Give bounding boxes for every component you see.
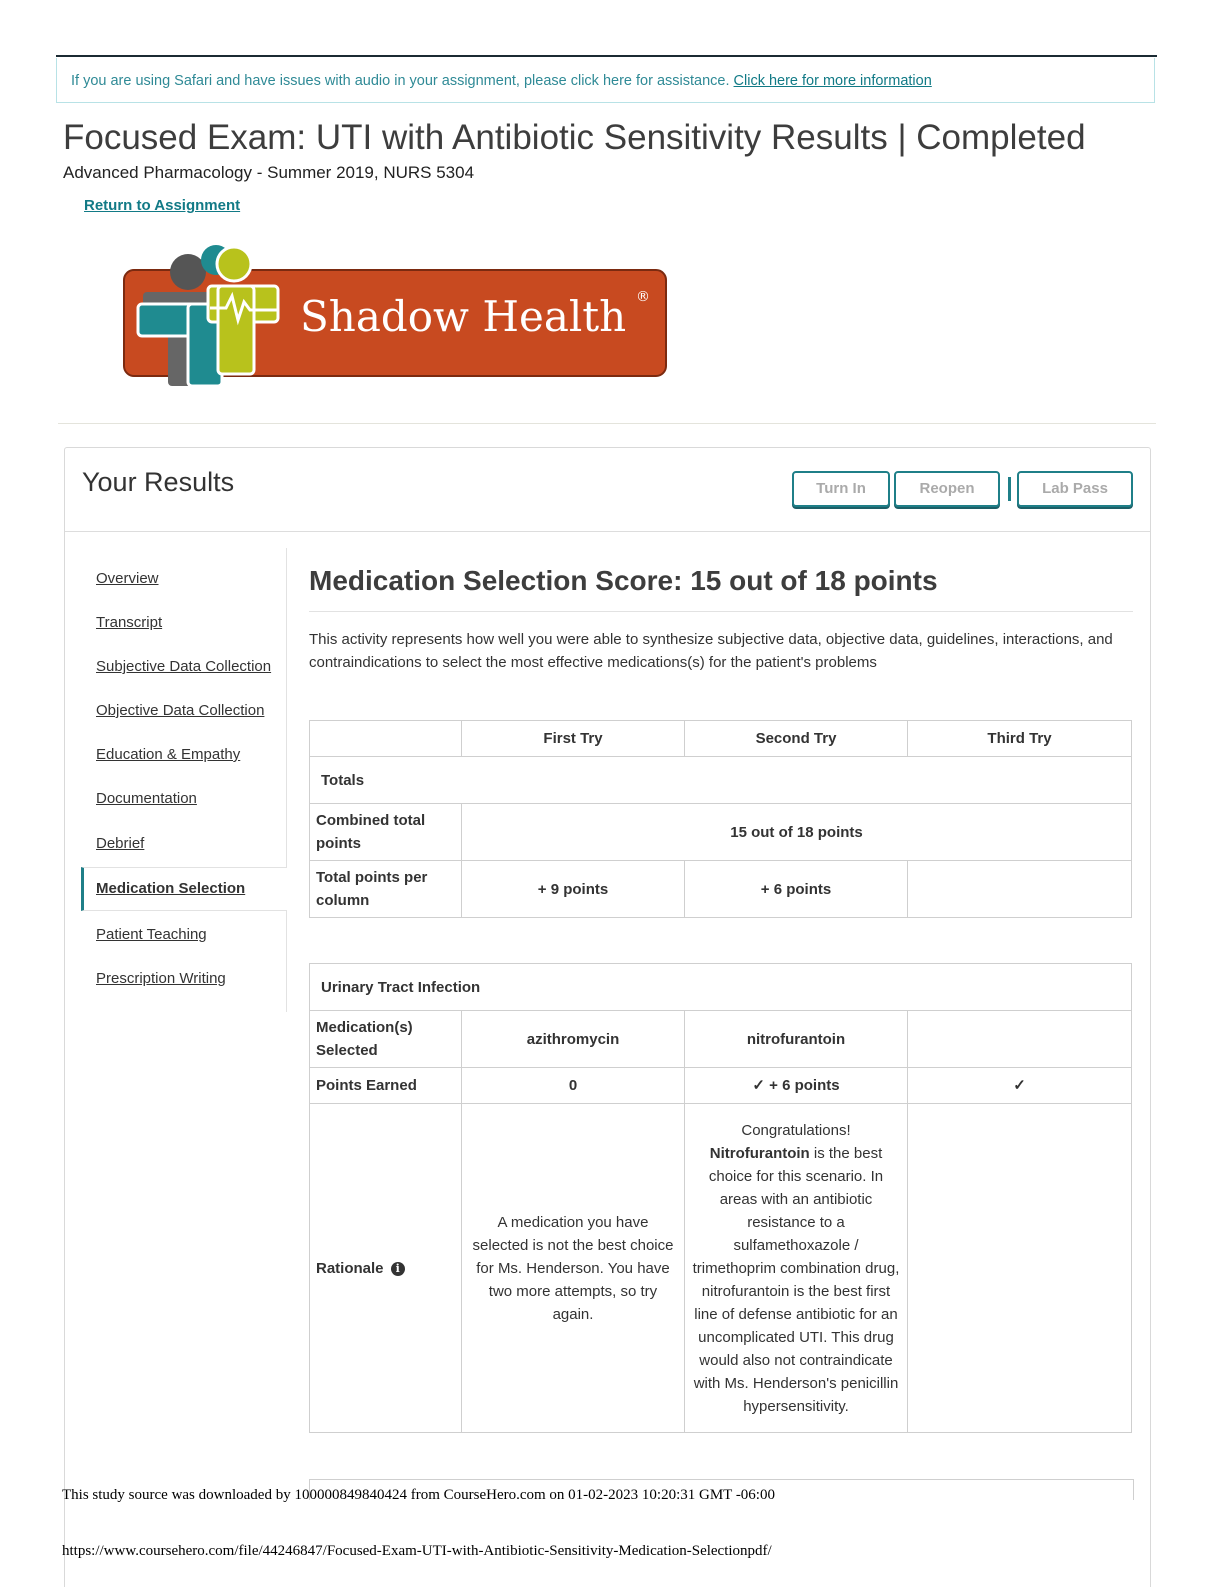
second-try-rationale-drug: Nitrofurantoin bbox=[709, 1144, 810, 1162]
button-separator bbox=[1008, 477, 1011, 501]
header-empty bbox=[310, 721, 462, 757]
first-try-rationale: A medication you have selected is not the best choice for Ms. Henderson. You have two more attempts, so try again. bbox=[462, 1104, 685, 1433]
second-try-points: + 6 points bbox=[685, 861, 908, 918]
results-card bbox=[64, 447, 1151, 1587]
uti-section-label: Urinary Tract Infection bbox=[310, 964, 1132, 1011]
sidebar-item-education-empathy[interactable]: Education & Empathy bbox=[96, 746, 241, 763]
sidebar-item-debrief[interactable]: Debrief bbox=[96, 835, 145, 852]
results-title: Your Results bbox=[82, 467, 235, 497]
sidebar-border bbox=[286, 548, 287, 1012]
sidebar-item-subjective-data[interactable]: Subjective Data Collection bbox=[96, 658, 272, 675]
combined-total-label: Combined total points bbox=[310, 804, 462, 861]
sidebar-item-transcript[interactable]: Transcript bbox=[96, 614, 163, 631]
more-info-link[interactable]: Click here for more information bbox=[733, 73, 932, 89]
first-try-points: + 9 points bbox=[462, 861, 685, 918]
safari-notice-banner bbox=[56, 58, 1155, 103]
header-second-try: Second Try bbox=[685, 721, 908, 757]
score-divider bbox=[309, 611, 1133, 612]
rationale-label: Rationale bbox=[316, 1259, 384, 1277]
uti-section-row bbox=[310, 964, 1132, 1011]
safari-notice bbox=[71, 73, 932, 89]
page-title: Focused Exam: UTI with Antibiotic Sensitivity Results | Completed bbox=[63, 118, 1086, 157]
second-try-rationale-lead: Congratulations! bbox=[741, 1121, 851, 1139]
totals-section-row bbox=[310, 757, 1132, 804]
logo-wordmark: Shadow Health bbox=[300, 292, 627, 341]
sidebar-item-overview[interactable]: Overview bbox=[96, 570, 159, 587]
per-column-label: Total points per column bbox=[310, 861, 462, 918]
logo-registered-mark: ® bbox=[636, 289, 650, 305]
second-try-rationale-cell bbox=[685, 1104, 908, 1433]
sidebar-item-prescription-writing[interactable]: Prescription Writing bbox=[96, 970, 226, 987]
score-description: This activity represents how well you were able to synthesize subjective data, objective data, guidelines, interactions, and contraindications to select the most effective medications(s) for the patient's problems bbox=[309, 631, 1113, 671]
totals-table bbox=[309, 720, 1132, 918]
download-note: This study source was downloaded by 100000849840424 from CourseHero.com on 01-02-2023 10:20:31 GMT -06:00 bbox=[62, 1487, 775, 1503]
score-title: Medication Selection Score: 15 out of 18 points bbox=[309, 565, 938, 596]
lab-pass-button[interactable]: Lab Pass bbox=[1017, 471, 1133, 507]
header-third-try: Third Try bbox=[908, 721, 1132, 757]
first-try-points-earned: 0 bbox=[462, 1068, 685, 1104]
source-url: https://www.coursehero.com/file/44246847/Focused-Exam-UTI-with-Antibiotic-Sensitivity-Medication-Selectionpdf/ bbox=[62, 1543, 772, 1559]
turn-in-button[interactable]: Turn In bbox=[792, 471, 890, 507]
points-earned-row bbox=[310, 1068, 1132, 1104]
third-try-points-earned: ✓ bbox=[908, 1068, 1132, 1104]
third-try-rationale bbox=[908, 1104, 1132, 1433]
return-to-assignment-link[interactable]: Return to Assignment bbox=[84, 197, 241, 214]
sidebar-item-patient-teaching[interactable]: Patient Teaching bbox=[96, 926, 207, 943]
totals-header-row bbox=[310, 721, 1132, 757]
top-divider bbox=[56, 55, 1157, 57]
medication-row bbox=[310, 1011, 1132, 1068]
third-try-medication bbox=[908, 1011, 1132, 1068]
medication-label: Medication(s) Selected bbox=[310, 1011, 462, 1068]
combined-total-row bbox=[310, 804, 1132, 861]
results-header bbox=[65, 448, 1150, 532]
first-try-medication: azithromycin bbox=[462, 1011, 685, 1068]
reopen-button[interactable]: Reopen bbox=[894, 471, 1000, 507]
section-divider bbox=[58, 423, 1156, 424]
rationale-row bbox=[310, 1104, 1132, 1433]
course-subtitle: Advanced Pharmacology - Summer 2019, NURS 5304 bbox=[63, 163, 475, 182]
second-try-rationale-text: is the best choice for this scenario. In areas with an antibiotic resistance to a sulfamethoxazole / trimethoprim combination drug, nitrofurantoin is the best first line of defense antibiotic for an uncomplicated UTI. This drug would also not contraindicate with Ms. Henderson's penicillin hypersensitivity. bbox=[692, 1144, 900, 1415]
info-icon[interactable]: i bbox=[391, 1262, 405, 1276]
rationale-label-cell bbox=[310, 1104, 462, 1433]
combined-total-value: 15 out of 18 points bbox=[462, 804, 1132, 861]
safari-notice-text: If you are using Safari and have issues with audio in your assignment, please click here for assistance. bbox=[71, 73, 730, 89]
third-try-points bbox=[908, 861, 1132, 918]
sidebar-item-medication-selection[interactable]: Medication Selection bbox=[96, 880, 246, 897]
sidebar-item-documentation[interactable]: Documentation bbox=[96, 790, 197, 807]
second-try-points-earned: ✓ + 6 points bbox=[685, 1068, 908, 1104]
totals-section-label: Totals bbox=[310, 757, 1132, 804]
points-earned-label: Points Earned bbox=[310, 1068, 462, 1104]
uti-table bbox=[309, 963, 1132, 1433]
shadow-health-logo bbox=[118, 244, 670, 392]
per-column-row bbox=[310, 861, 1132, 918]
header-first-try: First Try bbox=[462, 721, 685, 757]
sidebar-item-objective-data[interactable]: Objective Data Collection bbox=[96, 702, 265, 719]
second-try-medication: nitrofurantoin bbox=[685, 1011, 908, 1068]
